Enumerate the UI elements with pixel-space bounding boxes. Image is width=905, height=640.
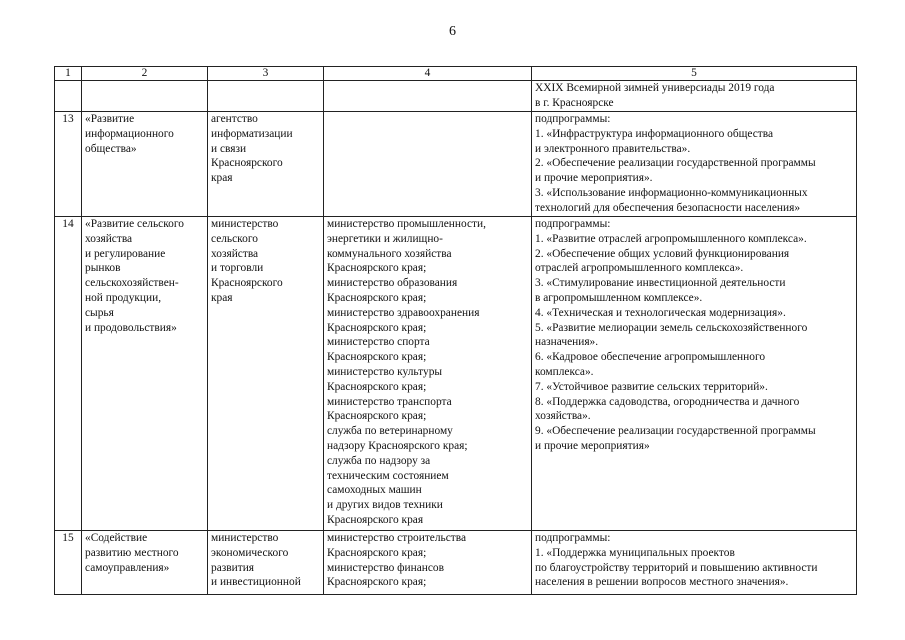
coexecutors-cell (324, 112, 532, 217)
program-name-cell: «Содействие развитию местного самоуправления» (82, 531, 208, 595)
responsible-cell: министерство сельского хозяйства и торговли Красноярского края (208, 217, 324, 531)
header-cell-1: 1 (55, 67, 82, 81)
coexecutors-cell (324, 81, 532, 112)
subprograms-cell: подпрограммы: 1. «Инфраструктура информационного общества и электронного правительства». 2. «Обеспечение реализации государственной программы и прочие мероприятия». 3. «Использование информационно-коммуникационных технологий для обеспечения безопасности населения» (532, 112, 857, 217)
program-name-cell: «Развитие информационного общества» (82, 112, 208, 217)
responsible-cell (208, 81, 324, 112)
coexecutors-cell: министерство промышленности, энергетики и жилищно- коммунального хозяйства Красноярского края; министерство образования Красноярского края; министерство здравоохранения Красноярского края; министерство спорта Красноярского края; министерство культуры Красноярского края; министерство транспорта Красноярского края; служба по ветеринарному надзору Красноярского края; служба по надзору за техническим состоянием самоходных машин и других видов техники Красноярского края (324, 217, 532, 531)
table-row (55, 531, 857, 595)
page-number: 6 (449, 24, 456, 39)
table-header-row (55, 67, 857, 81)
program-name-cell: «Развитие сельского хозяйства и регулирование рынков сельскохозяйствен- ной продукции, сырья и продовольствия» (82, 217, 208, 531)
program-name-cell (82, 81, 208, 112)
row-number-cell: 15 (55, 531, 82, 595)
table-row (55, 81, 857, 112)
responsible-cell: агентство информатизации и связи Красноярского края (208, 112, 324, 217)
header-cell-4: 4 (324, 67, 532, 81)
subprograms-cell: подпрограммы: 1. «Поддержка муниципальных проектов по благоустройству территорий и повышению активности населения в решении вопросов местного значения». (532, 531, 857, 595)
coexecutors-cell: министерство строительства Красноярского края; министерство финансов Красноярского края; (324, 531, 532, 595)
subprograms-cell: подпрограммы: 1. «Развитие отраслей агропромышленного комплекса». 2. «Обеспечение общих условий функционирования отраслей агропромышленного комплекса». 3. «Стимулирование инвестиционной деятельности в агропромышленном комплексе». 4. «Техническая и технологическая модернизация». 5. «Развитие мелиорации земель сельскохозяйственного назначения». 6. «Кадровое обеспечение агропромышленного комплекса». 7. «Устойчивое развитие сельских территорий». 8. «Поддержка садоводства, огородничества и дачного хозяйства». 9. «Обеспечение реализации государственной программы и прочие мероприятия» (532, 217, 857, 531)
row-number-cell: 14 (55, 217, 82, 531)
table-row (55, 217, 857, 531)
header-cell-3: 3 (208, 67, 324, 81)
responsible-cell: министерство экономического развития и инвестиционной (208, 531, 324, 595)
row-number-cell (55, 81, 82, 112)
subprograms-cell: XXIX Всемирной зимней универсиады 2019 года в г. Красноярске (532, 81, 857, 112)
header-cell-5: 5 (532, 67, 857, 81)
programs-table (54, 66, 857, 595)
table-row (55, 112, 857, 217)
row-number-cell: 13 (55, 112, 82, 217)
header-cell-2: 2 (82, 67, 208, 81)
